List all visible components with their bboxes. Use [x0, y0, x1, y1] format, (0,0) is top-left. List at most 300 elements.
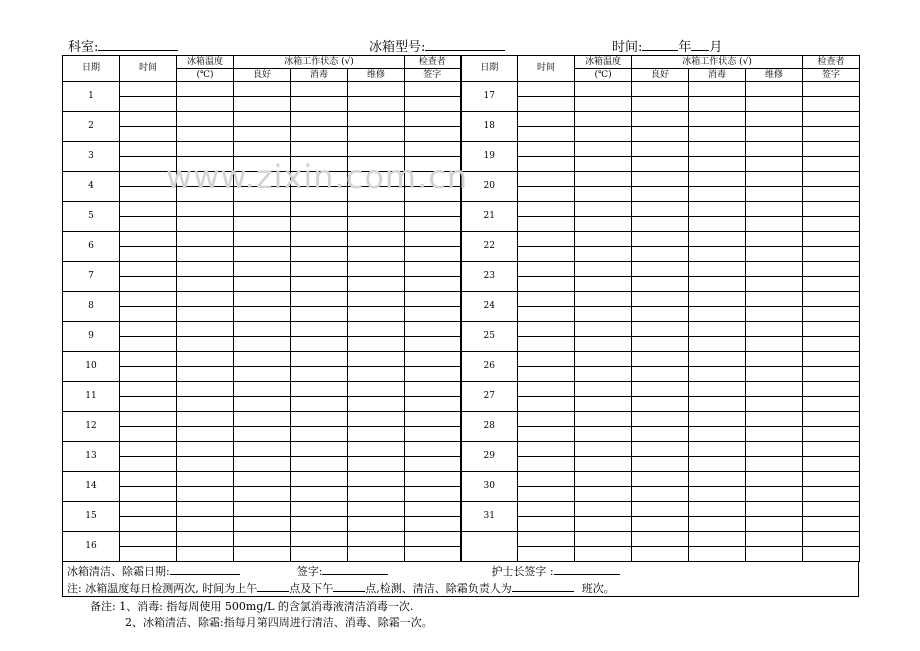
entry-cell-right[interactable] — [632, 367, 689, 382]
entry-cell-right[interactable] — [518, 337, 575, 352]
entry-cell[interactable] — [120, 397, 177, 412]
entry-cell-right[interactable] — [632, 202, 689, 217]
entry-cell[interactable] — [291, 547, 348, 562]
entry-cell[interactable] — [120, 82, 177, 97]
entry-cell-right[interactable] — [518, 202, 575, 217]
entry-cell[interactable] — [348, 367, 405, 382]
entry-cell-right[interactable] — [803, 307, 860, 322]
entry-cell[interactable] — [120, 502, 177, 517]
entry-cell-right[interactable] — [632, 412, 689, 427]
entry-cell[interactable] — [291, 412, 348, 427]
entry-cell-right[interactable] — [575, 142, 632, 157]
entry-cell[interactable] — [348, 352, 405, 367]
entry-cell-right[interactable] — [575, 367, 632, 382]
entry-cell[interactable] — [291, 232, 348, 247]
entry-cell[interactable] — [120, 127, 177, 142]
entry-cell[interactable] — [177, 367, 234, 382]
entry-cell[interactable] — [177, 142, 234, 157]
entry-cell-right[interactable] — [575, 232, 632, 247]
entry-cell[interactable] — [177, 112, 234, 127]
entry-cell[interactable] — [348, 292, 405, 307]
entry-cell[interactable] — [291, 352, 348, 367]
entry-cell-right[interactable] — [632, 457, 689, 472]
entry-cell-right[interactable] — [518, 487, 575, 502]
entry-cell[interactable] — [234, 532, 291, 547]
entry-cell[interactable] — [405, 427, 461, 442]
entry-cell-right[interactable] — [632, 97, 689, 112]
entry-cell[interactable] — [405, 352, 461, 367]
entry-cell[interactable] — [405, 217, 461, 232]
entry-cell-right[interactable] — [746, 367, 803, 382]
entry-cell[interactable] — [348, 217, 405, 232]
entry-cell-right[interactable] — [632, 502, 689, 517]
entry-cell-right[interactable] — [518, 382, 575, 397]
am-hour-input[interactable] — [257, 579, 289, 592]
entry-cell-right[interactable] — [632, 127, 689, 142]
entry-cell-right[interactable] — [518, 142, 575, 157]
entry-cell-right[interactable] — [632, 322, 689, 337]
entry-cell-right[interactable] — [632, 382, 689, 397]
entry-cell[interactable] — [405, 322, 461, 337]
entry-cell[interactable] — [405, 382, 461, 397]
entry-cell[interactable] — [120, 97, 177, 112]
entry-cell-right[interactable] — [575, 412, 632, 427]
entry-cell-right[interactable] — [803, 397, 860, 412]
entry-cell[interactable] — [177, 502, 234, 517]
entry-cell-right[interactable] — [689, 127, 746, 142]
entry-cell[interactable] — [348, 547, 405, 562]
entry-cell-right[interactable] — [689, 217, 746, 232]
entry-cell-right[interactable] — [632, 292, 689, 307]
entry-cell-right[interactable] — [518, 172, 575, 187]
entry-cell[interactable] — [291, 307, 348, 322]
entry-cell-right[interactable] — [746, 112, 803, 127]
entry-cell-right[interactable] — [575, 322, 632, 337]
entry-cell-right[interactable] — [689, 502, 746, 517]
entry-cell[interactable] — [234, 547, 291, 562]
entry-cell-right[interactable] — [518, 457, 575, 472]
entry-cell-right[interactable] — [518, 397, 575, 412]
entry-cell[interactable] — [234, 472, 291, 487]
entry-cell[interactable] — [291, 367, 348, 382]
entry-cell[interactable] — [291, 82, 348, 97]
entry-cell[interactable] — [405, 127, 461, 142]
entry-cell[interactable] — [348, 112, 405, 127]
entry-cell-right[interactable] — [746, 472, 803, 487]
entry-cell-right[interactable] — [803, 472, 860, 487]
entry-cell[interactable] — [120, 442, 177, 457]
entry-cell-right[interactable] — [689, 412, 746, 427]
entry-cell-right[interactable] — [518, 427, 575, 442]
entry-cell-right[interactable] — [803, 172, 860, 187]
entry-cell[interactable] — [234, 277, 291, 292]
entry-cell-right[interactable] — [575, 442, 632, 457]
entry-cell-right[interactable] — [632, 247, 689, 262]
entry-cell-right[interactable] — [746, 157, 803, 172]
entry-cell-right[interactable] — [803, 427, 860, 442]
entry-cell[interactable] — [120, 352, 177, 367]
entry-cell-right[interactable] — [632, 517, 689, 532]
entry-cell[interactable] — [234, 427, 291, 442]
entry-cell[interactable] — [291, 322, 348, 337]
entry-cell[interactable] — [405, 247, 461, 262]
entry-cell-right[interactable] — [518, 502, 575, 517]
entry-cell-right[interactable] — [746, 142, 803, 157]
entry-cell-right[interactable] — [575, 202, 632, 217]
entry-cell[interactable] — [177, 532, 234, 547]
entry-cell-right[interactable] — [518, 322, 575, 337]
entry-cell-right[interactable] — [803, 322, 860, 337]
entry-cell[interactable] — [348, 382, 405, 397]
entry-cell[interactable] — [348, 397, 405, 412]
entry-cell-right[interactable] — [518, 157, 575, 172]
entry-cell-right[interactable] — [746, 172, 803, 187]
entry-cell-right[interactable] — [689, 442, 746, 457]
entry-cell[interactable] — [405, 202, 461, 217]
entry-cell[interactable] — [177, 472, 234, 487]
entry-cell[interactable] — [234, 367, 291, 382]
entry-cell-right[interactable] — [518, 232, 575, 247]
entry-cell-right[interactable] — [803, 442, 860, 457]
entry-cell[interactable] — [405, 337, 461, 352]
entry-cell[interactable] — [405, 517, 461, 532]
entry-cell[interactable] — [234, 202, 291, 217]
entry-cell[interactable] — [177, 307, 234, 322]
entry-cell[interactable] — [348, 517, 405, 532]
entry-cell-right[interactable] — [518, 292, 575, 307]
entry-cell-right[interactable] — [575, 127, 632, 142]
entry-cell-right[interactable] — [575, 502, 632, 517]
entry-cell[interactable] — [234, 292, 291, 307]
entry-cell-right[interactable] — [803, 367, 860, 382]
entry-cell-right[interactable] — [632, 157, 689, 172]
entry-cell[interactable] — [405, 532, 461, 547]
entry-cell-right[interactable] — [518, 127, 575, 142]
entry-cell[interactable] — [177, 247, 234, 262]
entry-cell-right[interactable] — [746, 427, 803, 442]
entry-cell[interactable] — [120, 142, 177, 157]
entry-cell-right[interactable] — [518, 277, 575, 292]
entry-cell[interactable] — [291, 472, 348, 487]
entry-cell-right[interactable] — [518, 472, 575, 487]
entry-cell[interactable] — [120, 457, 177, 472]
entry-cell-right[interactable] — [689, 547, 746, 562]
entry-cell[interactable] — [234, 502, 291, 517]
entry-cell-right[interactable] — [746, 352, 803, 367]
entry-cell[interactable] — [291, 202, 348, 217]
entry-cell[interactable] — [177, 217, 234, 232]
entry-cell-right[interactable] — [575, 187, 632, 202]
entry-cell-right[interactable] — [575, 97, 632, 112]
entry-cell-right[interactable] — [632, 277, 689, 292]
entry-cell[interactable] — [234, 232, 291, 247]
entry-cell-right[interactable] — [689, 397, 746, 412]
entry-cell-right[interactable] — [575, 472, 632, 487]
entry-cell-right[interactable] — [803, 412, 860, 427]
entry-cell-right[interactable] — [518, 517, 575, 532]
entry-cell[interactable] — [405, 397, 461, 412]
entry-cell[interactable] — [291, 457, 348, 472]
entry-cell[interactable] — [120, 202, 177, 217]
entry-cell[interactable] — [234, 337, 291, 352]
entry-cell-right[interactable] — [746, 382, 803, 397]
entry-cell-right[interactable] — [803, 277, 860, 292]
entry-cell-right[interactable] — [689, 232, 746, 247]
entry-cell-right[interactable] — [575, 352, 632, 367]
entry-cell[interactable] — [291, 112, 348, 127]
entry-cell[interactable] — [405, 232, 461, 247]
entry-cell-right[interactable] — [575, 247, 632, 262]
entry-cell-right[interactable] — [803, 142, 860, 157]
entry-cell[interactable] — [120, 487, 177, 502]
entry-cell[interactable] — [177, 127, 234, 142]
head-nurse-input[interactable] — [554, 562, 620, 575]
department-input[interactable] — [98, 38, 178, 51]
entry-cell[interactable] — [177, 352, 234, 367]
entry-cell-right[interactable] — [632, 142, 689, 157]
entry-cell[interactable] — [348, 247, 405, 262]
entry-cell[interactable] — [291, 217, 348, 232]
entry-cell-right[interactable] — [518, 532, 575, 547]
entry-cell-right[interactable] — [803, 97, 860, 112]
entry-cell-right[interactable] — [518, 217, 575, 232]
entry-cell[interactable] — [234, 457, 291, 472]
entry-cell[interactable] — [291, 487, 348, 502]
entry-cell[interactable] — [348, 487, 405, 502]
entry-cell-right[interactable] — [575, 382, 632, 397]
entry-cell-right[interactable] — [746, 532, 803, 547]
entry-cell-right[interactable] — [632, 82, 689, 97]
entry-cell-right[interactable] — [632, 112, 689, 127]
entry-cell-right[interactable] — [803, 217, 860, 232]
entry-cell-right[interactable] — [632, 172, 689, 187]
entry-cell-right[interactable] — [803, 232, 860, 247]
entry-cell-right[interactable] — [803, 517, 860, 532]
entry-cell[interactable] — [177, 202, 234, 217]
entry-cell-right[interactable] — [803, 157, 860, 172]
entry-cell-right[interactable] — [689, 97, 746, 112]
entry-cell[interactable] — [234, 112, 291, 127]
entry-cell[interactable] — [177, 517, 234, 532]
entry-cell[interactable] — [234, 442, 291, 457]
entry-cell-right[interactable] — [746, 262, 803, 277]
entry-cell-right[interactable] — [632, 442, 689, 457]
entry-cell[interactable] — [405, 307, 461, 322]
entry-cell-right[interactable] — [689, 247, 746, 262]
entry-cell[interactable] — [405, 442, 461, 457]
entry-cell[interactable] — [234, 262, 291, 277]
entry-cell-right[interactable] — [575, 427, 632, 442]
entry-cell[interactable] — [291, 382, 348, 397]
entry-cell[interactable] — [120, 217, 177, 232]
entry-cell[interactable] — [120, 322, 177, 337]
entry-cell[interactable] — [405, 142, 461, 157]
entry-cell[interactable] — [348, 232, 405, 247]
entry-cell[interactable] — [405, 457, 461, 472]
entry-cell-right[interactable] — [518, 307, 575, 322]
entry-cell[interactable] — [177, 82, 234, 97]
entry-cell[interactable] — [348, 82, 405, 97]
entry-cell-right[interactable] — [689, 517, 746, 532]
entry-cell[interactable] — [234, 382, 291, 397]
entry-cell[interactable] — [348, 202, 405, 217]
entry-cell[interactable] — [234, 217, 291, 232]
entry-cell[interactable] — [177, 262, 234, 277]
entry-cell[interactable] — [120, 412, 177, 427]
entry-cell[interactable] — [120, 307, 177, 322]
entry-cell[interactable] — [234, 247, 291, 262]
entry-cell[interactable] — [177, 292, 234, 307]
entry-cell[interactable] — [234, 97, 291, 112]
entry-cell-right[interactable] — [518, 112, 575, 127]
entry-cell-right[interactable] — [689, 262, 746, 277]
entry-cell-right[interactable] — [689, 112, 746, 127]
entry-cell[interactable] — [348, 442, 405, 457]
entry-cell-right[interactable] — [746, 517, 803, 532]
entry-cell-right[interactable] — [575, 82, 632, 97]
entry-cell[interactable] — [120, 472, 177, 487]
entry-cell[interactable] — [405, 292, 461, 307]
entry-cell-right[interactable] — [689, 457, 746, 472]
entry-cell-right[interactable] — [575, 547, 632, 562]
entry-cell[interactable] — [177, 547, 234, 562]
entry-cell-right[interactable] — [632, 547, 689, 562]
entry-cell-right[interactable] — [689, 157, 746, 172]
entry-cell[interactable] — [405, 262, 461, 277]
entry-cell-right[interactable] — [575, 112, 632, 127]
entry-cell[interactable] — [234, 127, 291, 142]
entry-cell-right[interactable] — [518, 82, 575, 97]
entry-cell-right[interactable] — [746, 307, 803, 322]
entry-cell-right[interactable] — [632, 307, 689, 322]
entry-cell[interactable] — [120, 382, 177, 397]
entry-cell-right[interactable] — [689, 202, 746, 217]
entry-cell[interactable] — [234, 517, 291, 532]
responsible-input[interactable] — [512, 579, 574, 592]
entry-cell-right[interactable] — [575, 262, 632, 277]
entry-cell-right[interactable] — [746, 97, 803, 112]
entry-cell-right[interactable] — [632, 232, 689, 247]
entry-cell-right[interactable] — [803, 82, 860, 97]
entry-cell-right[interactable] — [746, 502, 803, 517]
entry-cell[interactable] — [405, 82, 461, 97]
entry-cell-right[interactable] — [575, 397, 632, 412]
entry-cell-right[interactable] — [746, 487, 803, 502]
entry-cell[interactable] — [291, 247, 348, 262]
entry-cell[interactable] — [177, 337, 234, 352]
entry-cell-right[interactable] — [689, 472, 746, 487]
entry-cell[interactable] — [405, 547, 461, 562]
entry-cell[interactable] — [291, 292, 348, 307]
entry-cell[interactable] — [348, 427, 405, 442]
entry-cell[interactable] — [234, 322, 291, 337]
entry-cell-right[interactable] — [746, 337, 803, 352]
entry-cell[interactable] — [120, 427, 177, 442]
entry-cell-right[interactable] — [803, 292, 860, 307]
entry-cell-right[interactable] — [518, 262, 575, 277]
entry-cell-right[interactable] — [803, 187, 860, 202]
entry-cell-right[interactable] — [746, 412, 803, 427]
entry-cell[interactable] — [234, 487, 291, 502]
entry-cell-right[interactable] — [803, 487, 860, 502]
entry-cell[interactable] — [177, 97, 234, 112]
entry-cell[interactable] — [291, 262, 348, 277]
year-input[interactable] — [642, 38, 678, 51]
entry-cell-right[interactable] — [575, 277, 632, 292]
entry-cell-right[interactable] — [746, 397, 803, 412]
entry-cell-right[interactable] — [746, 127, 803, 142]
entry-cell-right[interactable] — [575, 307, 632, 322]
entry-cell-right[interactable] — [689, 322, 746, 337]
entry-cell[interactable] — [291, 532, 348, 547]
entry-cell[interactable] — [348, 502, 405, 517]
entry-cell[interactable] — [177, 427, 234, 442]
entry-cell[interactable] — [120, 262, 177, 277]
entry-cell[interactable] — [348, 337, 405, 352]
fridge-model-input[interactable] — [425, 38, 505, 51]
entry-cell-right[interactable] — [746, 292, 803, 307]
entry-cell[interactable] — [177, 457, 234, 472]
entry-cell-right[interactable] — [575, 487, 632, 502]
entry-cell[interactable] — [177, 232, 234, 247]
entry-cell-right[interactable] — [632, 187, 689, 202]
entry-cell-right[interactable] — [518, 97, 575, 112]
entry-cell-right[interactable] — [803, 202, 860, 217]
entry-cell-right[interactable] — [689, 352, 746, 367]
entry-cell-right[interactable] — [803, 112, 860, 127]
entry-cell[interactable] — [348, 127, 405, 142]
entry-cell-right[interactable] — [689, 307, 746, 322]
pm-hour-input[interactable] — [333, 579, 365, 592]
entry-cell-right[interactable] — [632, 217, 689, 232]
entry-cell[interactable] — [177, 412, 234, 427]
entry-cell-right[interactable] — [632, 397, 689, 412]
entry-cell-right[interactable] — [518, 247, 575, 262]
entry-cell[interactable] — [120, 292, 177, 307]
entry-cell-right[interactable] — [518, 352, 575, 367]
entry-cell[interactable] — [291, 517, 348, 532]
entry-cell-right[interactable] — [632, 337, 689, 352]
entry-cell[interactable] — [177, 397, 234, 412]
entry-cell[interactable] — [405, 412, 461, 427]
entry-cell[interactable] — [405, 487, 461, 502]
entry-cell[interactable] — [348, 472, 405, 487]
entry-cell-right[interactable] — [575, 217, 632, 232]
entry-cell-right[interactable] — [632, 262, 689, 277]
entry-cell[interactable] — [120, 337, 177, 352]
entry-cell[interactable] — [291, 127, 348, 142]
entry-cell-right[interactable] — [689, 277, 746, 292]
entry-cell[interactable] — [120, 547, 177, 562]
entry-cell-right[interactable] — [803, 337, 860, 352]
entry-cell-right[interactable] — [689, 427, 746, 442]
entry-cell[interactable] — [348, 532, 405, 547]
entry-cell-right[interactable] — [689, 487, 746, 502]
entry-cell[interactable] — [405, 367, 461, 382]
entry-cell-right[interactable] — [746, 322, 803, 337]
entry-cell[interactable] — [120, 277, 177, 292]
entry-cell[interactable] — [348, 307, 405, 322]
entry-cell-right[interactable] — [689, 292, 746, 307]
entry-cell-right[interactable] — [803, 457, 860, 472]
entry-cell[interactable] — [177, 487, 234, 502]
entry-cell[interactable] — [405, 472, 461, 487]
entry-cell[interactable] — [120, 232, 177, 247]
entry-cell[interactable] — [405, 97, 461, 112]
entry-cell[interactable] — [177, 442, 234, 457]
entry-cell-right[interactable] — [746, 547, 803, 562]
entry-cell[interactable] — [234, 397, 291, 412]
